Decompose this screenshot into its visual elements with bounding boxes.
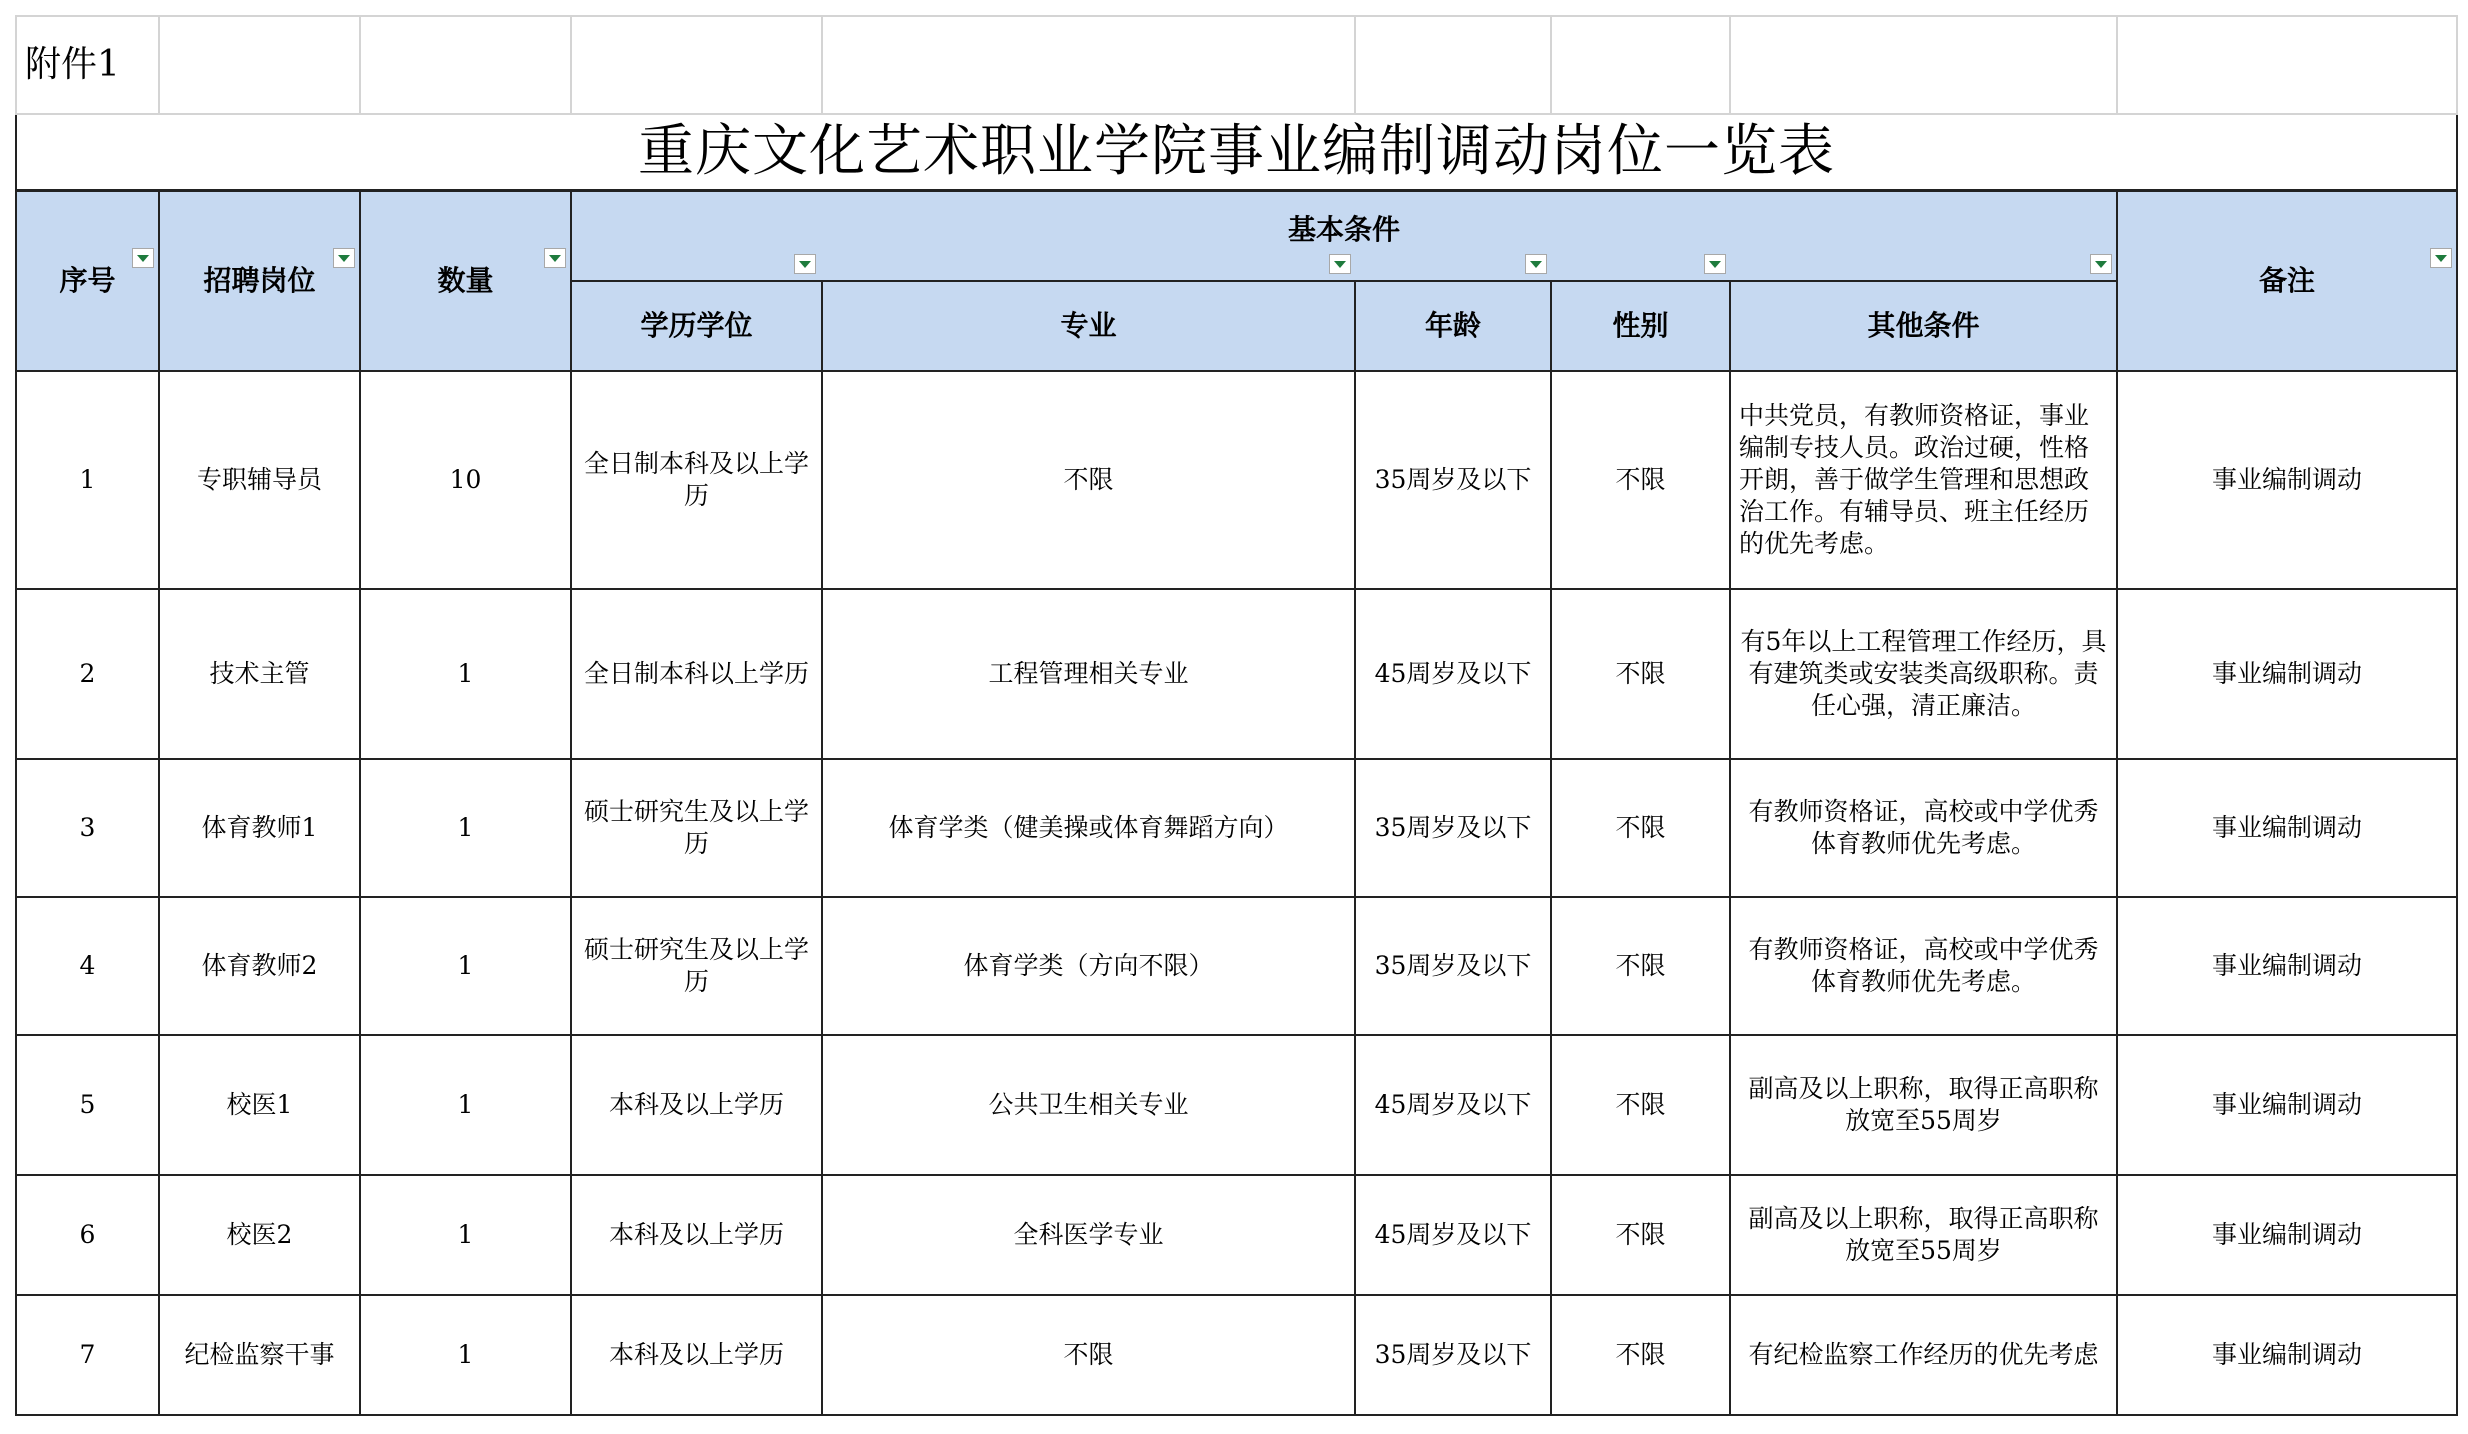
cell-position[interactable]: 校医2 xyxy=(159,1175,360,1295)
cell-count[interactable]: 1 xyxy=(360,1295,571,1415)
title-row xyxy=(16,114,2457,191)
table-row xyxy=(16,759,2457,897)
cell-position[interactable]: 体育教师1 xyxy=(159,759,360,897)
header-position[interactable] xyxy=(159,191,360,372)
table-row xyxy=(16,589,2457,759)
cell-other[interactable]: 有教师资格证，高校或中学优秀体育教师优先考虑。 xyxy=(1730,897,2117,1035)
cell-age[interactable]: 35周岁及以下 xyxy=(1355,897,1551,1035)
cell-position[interactable]: 校医1 xyxy=(159,1035,360,1175)
cell-other[interactable]: 中共党员，有教师资格证，事业编制专技人员。政治过硬，性格开朗，善于做学生管理和思想政治工作。有辅导员、班主任经历的优先考虑。 xyxy=(1730,371,2117,589)
filter-dropdown-icon[interactable] xyxy=(333,248,355,268)
job-table xyxy=(15,15,2458,1416)
cell-education[interactable]: 硕士研究生及以上学历 xyxy=(571,897,822,1035)
cell-other[interactable]: 副高及以上职称，取得正高职称放宽至55周岁 xyxy=(1730,1175,2117,1295)
cell-other[interactable]: 有教师资格证，高校或中学优秀体育教师优先考虑。 xyxy=(1730,759,2117,897)
header-basic-conditions[interactable] xyxy=(571,191,2117,282)
cell-education[interactable]: 本科及以上学历 xyxy=(571,1175,822,1295)
attachment-row xyxy=(16,16,2457,114)
filter-dropdown-icon[interactable] xyxy=(1329,254,1351,274)
header-age[interactable]: 年龄 xyxy=(1355,281,1551,371)
header-seq-label: 序号 xyxy=(59,264,116,297)
cell-remark[interactable]: 事业编制调动 xyxy=(2117,897,2457,1035)
cell-remark[interactable]: 事业编制调动 xyxy=(2117,1175,2457,1295)
cell-count[interactable]: 1 xyxy=(360,1175,571,1295)
cell-seq[interactable]: 4 xyxy=(16,897,159,1035)
header-remark-label: 备注 xyxy=(2258,264,2315,297)
cell-remark[interactable]: 事业编制调动 xyxy=(2117,1295,2457,1415)
cell-age[interactable]: 45周岁及以下 xyxy=(1355,589,1551,759)
empty-cell[interactable] xyxy=(1355,16,1551,114)
empty-cell[interactable] xyxy=(360,16,571,114)
header-position-label: 招聘岗位 xyxy=(203,264,316,297)
cell-position[interactable]: 体育教师2 xyxy=(159,897,360,1035)
attachment-label[interactable]: 附件1 xyxy=(16,16,159,114)
page-title-cell[interactable] xyxy=(16,114,2457,191)
cell-major[interactable]: 体育学类（方向不限） xyxy=(822,897,1355,1035)
cell-position[interactable]: 专职辅导员 xyxy=(159,371,360,589)
header-education[interactable]: 学历学位 xyxy=(571,281,822,371)
filter-dropdown-icon[interactable] xyxy=(794,254,816,274)
empty-cell[interactable] xyxy=(1730,16,2117,114)
cell-seq[interactable]: 2 xyxy=(16,589,159,759)
cell-gender[interactable]: 不限 xyxy=(1551,589,1730,759)
cell-position[interactable]: 纪检监察干事 xyxy=(159,1295,360,1415)
cell-seq[interactable]: 1 xyxy=(16,371,159,589)
filter-dropdown-icon[interactable] xyxy=(544,248,566,268)
cell-major[interactable]: 工程管理相关专业 xyxy=(822,589,1355,759)
header-basic-label: 基本条件 xyxy=(1287,213,1400,246)
filter-dropdown-icon[interactable] xyxy=(132,248,154,268)
header-gender[interactable]: 性别 xyxy=(1551,281,1730,371)
cell-other[interactable]: 有纪检监察工作经历的优先考虑 xyxy=(1730,1295,2117,1415)
empty-cell[interactable] xyxy=(822,16,1355,114)
cell-age[interactable]: 45周岁及以下 xyxy=(1355,1175,1551,1295)
cell-gender[interactable]: 不限 xyxy=(1551,371,1730,589)
cell-major[interactable]: 公共卫生相关专业 xyxy=(822,1035,1355,1175)
cell-count[interactable]: 1 xyxy=(360,897,571,1035)
table-row xyxy=(16,1295,2457,1415)
cell-education[interactable]: 本科及以上学历 xyxy=(571,1295,822,1415)
table-row xyxy=(16,1035,2457,1175)
table-row xyxy=(16,371,2457,589)
cell-other[interactable]: 副高及以上职称，取得正高职称放宽至55周岁 xyxy=(1730,1035,2117,1175)
page-title: 重庆文化艺术职业学院事业编制调动岗位一览表 xyxy=(638,119,1835,184)
empty-cell[interactable] xyxy=(2117,16,2457,114)
cell-education[interactable]: 全日制本科以上学历 xyxy=(571,589,822,759)
cell-education[interactable]: 全日制本科及以上学历 xyxy=(571,371,822,589)
cell-remark[interactable]: 事业编制调动 xyxy=(2117,759,2457,897)
empty-cell[interactable] xyxy=(159,16,360,114)
cell-gender[interactable]: 不限 xyxy=(1551,759,1730,897)
cell-seq[interactable]: 6 xyxy=(16,1175,159,1295)
cell-major[interactable]: 不限 xyxy=(822,371,1355,589)
header-row-1 xyxy=(16,191,2457,282)
cell-gender[interactable]: 不限 xyxy=(1551,1035,1730,1175)
filter-dropdown-icon[interactable] xyxy=(2430,248,2452,268)
empty-cell[interactable] xyxy=(1551,16,1730,114)
header-major[interactable]: 专业 xyxy=(822,281,1355,371)
cell-gender[interactable]: 不限 xyxy=(1551,1175,1730,1295)
cell-seq[interactable]: 5 xyxy=(16,1035,159,1175)
cell-count[interactable]: 1 xyxy=(360,1035,571,1175)
cell-age[interactable]: 35周岁及以下 xyxy=(1355,759,1551,897)
cell-remark[interactable]: 事业编制调动 xyxy=(2117,1035,2457,1175)
header-seq[interactable] xyxy=(16,191,159,372)
cell-age[interactable]: 45周岁及以下 xyxy=(1355,1035,1551,1175)
table-row xyxy=(16,1175,2457,1295)
header-count[interactable] xyxy=(360,191,571,372)
cell-major[interactable]: 全科医学专业 xyxy=(822,1175,1355,1295)
empty-cell[interactable] xyxy=(571,16,822,114)
cell-count[interactable]: 1 xyxy=(360,759,571,897)
cell-major[interactable]: 不限 xyxy=(822,1295,1355,1415)
cell-gender[interactable]: 不限 xyxy=(1551,1295,1730,1415)
header-count-label: 数量 xyxy=(437,264,494,297)
cell-position[interactable]: 技术主管 xyxy=(159,589,360,759)
table-row xyxy=(16,897,2457,1035)
cell-age[interactable]: 35周岁及以下 xyxy=(1355,371,1551,589)
cell-seq[interactable]: 3 xyxy=(16,759,159,897)
cell-count[interactable]: 1 xyxy=(360,589,571,759)
cell-remark[interactable]: 事业编制调动 xyxy=(2117,371,2457,589)
filter-dropdown-icon[interactable] xyxy=(1525,254,1547,274)
filter-dropdown-icon[interactable] xyxy=(1704,254,1726,274)
cell-remark[interactable]: 事业编制调动 xyxy=(2117,589,2457,759)
cell-major[interactable]: 体育学类（健美操或体育舞蹈方向） xyxy=(822,759,1355,897)
cell-gender[interactable]: 不限 xyxy=(1551,897,1730,1035)
header-other[interactable]: 其他条件 xyxy=(1730,281,2117,371)
cell-count[interactable]: 10 xyxy=(360,371,571,589)
header-remark[interactable] xyxy=(2117,191,2457,372)
cell-seq[interactable]: 7 xyxy=(16,1295,159,1415)
cell-education[interactable]: 本科及以上学历 xyxy=(571,1035,822,1175)
cell-other[interactable]: 有5年以上工程管理工作经历，具有建筑类或安装类高级职称。责任心强，清正廉洁。 xyxy=(1730,589,2117,759)
cell-education[interactable]: 硕士研究生及以上学历 xyxy=(571,759,822,897)
filter-dropdown-icon[interactable] xyxy=(2090,254,2112,274)
cell-age[interactable]: 35周岁及以下 xyxy=(1355,1295,1551,1415)
